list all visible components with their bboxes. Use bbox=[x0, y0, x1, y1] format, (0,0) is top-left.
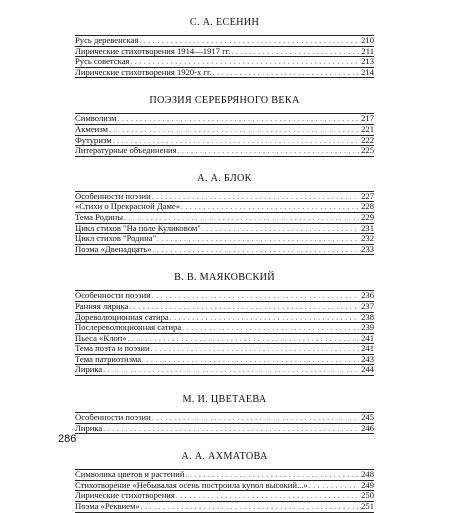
dot-leader bbox=[152, 414, 359, 424]
toc-entry-page: 251 bbox=[361, 502, 374, 512]
dot-leader bbox=[103, 425, 359, 435]
toc-entry-title: Послереволюционная сатира bbox=[75, 323, 182, 333]
toc-entry[interactable] bbox=[75, 125, 374, 136]
toc-entry[interactable] bbox=[75, 344, 374, 355]
dot-leader bbox=[124, 214, 359, 224]
toc-entry-page: 227 bbox=[361, 191, 374, 201]
section-akhmatova bbox=[75, 451, 374, 512]
toc-entry[interactable] bbox=[75, 36, 374, 47]
toc-entry-page: 241 bbox=[361, 333, 374, 343]
toc-entry[interactable] bbox=[75, 302, 374, 313]
section-title: В. В. МАЯКОВСКИЙ bbox=[174, 272, 275, 284]
section-mayakovsky bbox=[75, 272, 374, 376]
section-title: С. А. ЕСЕНИН bbox=[189, 17, 260, 28]
toc-entry-page: 245 bbox=[361, 413, 374, 423]
toc-entry[interactable] bbox=[75, 136, 374, 147]
section-tsvetaeva bbox=[75, 394, 374, 434]
toc-entry-page: 243 bbox=[361, 354, 374, 364]
toc-entry[interactable] bbox=[75, 146, 374, 157]
toc-list bbox=[75, 412, 374, 434]
toc-entry[interactable] bbox=[75, 213, 374, 224]
toc-list bbox=[75, 290, 374, 376]
toc-entry[interactable] bbox=[75, 413, 374, 424]
section-title: А. А. БЛОК bbox=[197, 172, 252, 184]
toc-entry[interactable] bbox=[75, 502, 374, 513]
toc-entry[interactable] bbox=[75, 365, 374, 376]
dot-leader bbox=[309, 482, 359, 492]
toc-entry-title: Тема поэта и поэзии bbox=[75, 344, 150, 354]
dot-leader bbox=[139, 37, 359, 47]
toc-entry[interactable] bbox=[75, 481, 374, 492]
section-esenin bbox=[75, 17, 374, 78]
toc-entry[interactable] bbox=[75, 234, 374, 245]
toc-entry-title: Акмеизм bbox=[75, 124, 108, 134]
section-title: ПОЭЗИЯ СЕРЕБРЯНОГО ВЕКА bbox=[149, 95, 300, 107]
toc-entry-title: Литературные объединения bbox=[75, 146, 177, 156]
dot-leader bbox=[182, 324, 359, 334]
toc-entry-title: Цикл стихов "На поле Куликовом" bbox=[75, 223, 201, 233]
section-silver-age-poetry bbox=[75, 95, 374, 156]
toc-entry-title: Лирические стихотворения 1920-х гг. bbox=[75, 67, 212, 77]
dot-leader bbox=[152, 292, 359, 302]
toc-entry-page: 231 bbox=[361, 223, 374, 233]
dot-leader bbox=[141, 503, 359, 513]
toc-entry-title: Тема патриотизма bbox=[75, 354, 142, 364]
toc-entry-title: Ранняя лирика bbox=[75, 301, 129, 311]
dot-leader bbox=[202, 225, 359, 235]
toc-entry-title: Лирика bbox=[75, 423, 103, 433]
dot-leader bbox=[151, 345, 359, 355]
section-blok bbox=[75, 173, 374, 256]
toc-entry-title: Символика цветов и растений bbox=[75, 470, 185, 480]
toc-entry[interactable] bbox=[75, 224, 374, 235]
dot-leader bbox=[113, 137, 359, 147]
dot-leader bbox=[128, 335, 359, 345]
toc-entry-page: 211 bbox=[361, 46, 374, 56]
toc-entry[interactable] bbox=[75, 114, 374, 125]
dot-leader bbox=[130, 58, 359, 68]
toc-entry-page: 229 bbox=[361, 212, 374, 222]
toc-entry-title: Лирика bbox=[75, 365, 103, 375]
toc-entry-title: Особенности поэзии bbox=[75, 191, 151, 201]
toc-entry-title: Лирические стихотворения 1914—1917 гг. bbox=[75, 46, 231, 56]
toc-entry-page: 237 bbox=[361, 301, 374, 311]
toc-list bbox=[75, 191, 374, 256]
toc-entry-page: 248 bbox=[361, 470, 374, 480]
toc-entry[interactable] bbox=[75, 47, 374, 58]
toc-entry-title: Цикл стихов "Родина" bbox=[75, 234, 157, 244]
toc-entry-title: Поэма «Двенадцать» bbox=[75, 244, 152, 254]
toc-list bbox=[75, 469, 374, 512]
toc-entry[interactable] bbox=[75, 291, 374, 302]
dot-leader bbox=[157, 235, 359, 245]
toc-entry-page: 213 bbox=[361, 57, 374, 67]
toc-entry-page: 239 bbox=[361, 323, 374, 333]
dot-leader bbox=[170, 314, 359, 324]
toc-entry-page: 232 bbox=[361, 234, 374, 244]
toc-entry-page: 236 bbox=[361, 291, 374, 301]
toc-entry-title: Особенности поэзии bbox=[75, 413, 151, 423]
toc-entry-page: 249 bbox=[361, 480, 374, 490]
toc-entry-title: Тема Родины bbox=[75, 212, 124, 222]
toc-entry-title: Стихотворение «Небывалая осень построила купол высокий...» bbox=[75, 480, 308, 490]
toc-entry[interactable] bbox=[75, 192, 374, 203]
dot-leader bbox=[152, 193, 359, 203]
dot-leader bbox=[181, 203, 359, 213]
table-of-contents bbox=[75, 17, 374, 513]
dot-leader bbox=[178, 147, 359, 157]
toc-entry-page: 228 bbox=[361, 202, 374, 212]
toc-entry-title: Пьеса «Клоп» bbox=[75, 333, 127, 343]
toc-entry-title: Русь деревенская bbox=[75, 36, 139, 45]
toc-entry-title: Лирические стихотворения bbox=[75, 491, 175, 501]
toc-entry[interactable] bbox=[75, 245, 374, 256]
dot-leader bbox=[142, 356, 359, 366]
dot-leader bbox=[153, 246, 360, 256]
toc-entry-page: 233 bbox=[361, 244, 374, 254]
toc-entry-page: 222 bbox=[361, 135, 374, 145]
toc-entry-page: 221 bbox=[361, 124, 374, 134]
section-title: М. И. ЦВЕТАЕВА bbox=[182, 394, 267, 406]
section-title: А. А. АХМАТОВА bbox=[181, 451, 268, 463]
toc-entry-page: 217 bbox=[361, 114, 374, 124]
toc-entry-page: 244 bbox=[361, 365, 374, 375]
toc-entry[interactable] bbox=[75, 313, 374, 324]
dot-leader bbox=[103, 366, 359, 376]
toc-list bbox=[75, 35, 374, 78]
toc-entry[interactable] bbox=[75, 57, 374, 68]
toc-entry-title: Особенности поэзии bbox=[75, 291, 151, 301]
toc-entry-page: 241 bbox=[361, 344, 374, 354]
toc-list bbox=[75, 113, 374, 156]
toc-entry[interactable] bbox=[75, 491, 374, 502]
toc-entry-title: Символизм bbox=[75, 114, 117, 124]
toc-entry[interactable] bbox=[75, 355, 374, 366]
toc-entry[interactable] bbox=[75, 68, 374, 79]
dot-leader bbox=[130, 303, 360, 313]
toc-entry[interactable] bbox=[75, 470, 374, 481]
toc-entry-title: Русь советская bbox=[75, 57, 130, 67]
toc-entry-page: 246 bbox=[361, 423, 374, 433]
toc-entry[interactable] bbox=[75, 334, 374, 345]
toc-entry-page: 225 bbox=[361, 146, 374, 156]
page-number: 286 bbox=[58, 433, 77, 445]
toc-entry[interactable] bbox=[75, 323, 374, 334]
toc-entry-title: Футуризм bbox=[75, 135, 112, 145]
toc-entry-title: Дореволюционная сатира bbox=[75, 312, 169, 322]
toc-entry-page: 238 bbox=[361, 312, 374, 322]
dot-leader bbox=[118, 115, 359, 125]
dot-leader bbox=[109, 126, 359, 136]
dot-leader bbox=[213, 69, 359, 79]
toc-entry[interactable] bbox=[75, 202, 374, 213]
toc-entry-page: 250 bbox=[361, 491, 374, 501]
toc-entry[interactable] bbox=[75, 424, 374, 435]
dot-leader bbox=[176, 492, 359, 502]
toc-entry-page: 214 bbox=[361, 67, 374, 77]
dot-leader bbox=[231, 48, 359, 58]
dot-leader bbox=[185, 471, 359, 481]
toc-entry-title: Поэма «Реквием» bbox=[75, 502, 140, 512]
toc-entry-title: «Стихи о Прекрасной Даме» bbox=[75, 202, 181, 212]
toc-entry-page: 210 bbox=[361, 36, 374, 45]
